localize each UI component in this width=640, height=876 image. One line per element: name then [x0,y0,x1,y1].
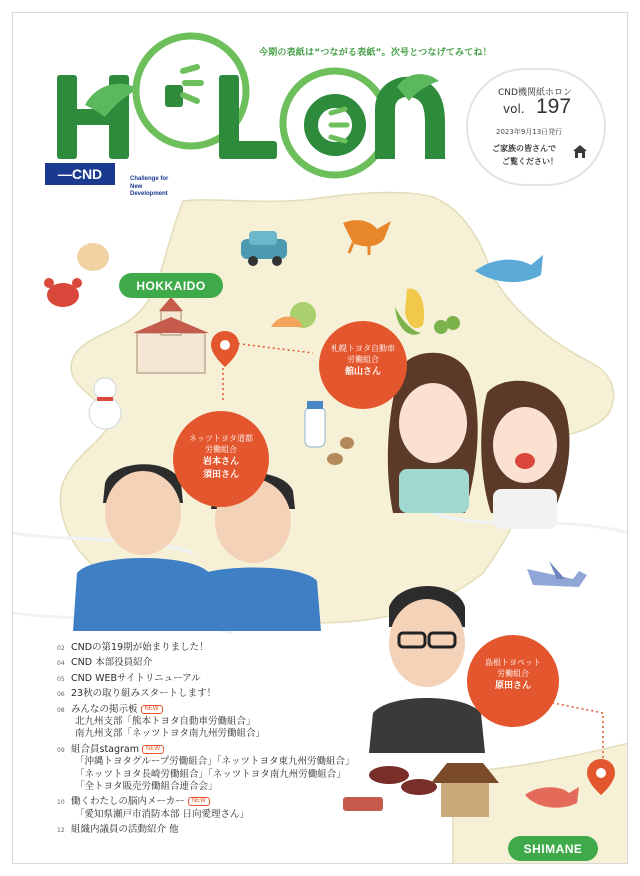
toc-title [71,704,265,716]
magazine-cover [12,12,628,864]
toc-page-number: 04 [57,660,65,668]
person-name: 舘山さん [344,367,381,377]
toc-title-text: 組合員stagram [71,743,140,755]
volume-badge [466,68,606,186]
new-badge: NEW [141,705,163,714]
toc-entry [71,824,179,836]
issue-date: 2023年9月13日発行 [496,128,563,136]
toc-page-number: 05 [57,675,65,683]
speech-bubble-shimane: 島根トヨペット 労働組合 原田さん [467,635,559,727]
toc-page-number: 06 [57,691,65,699]
crab-icon [44,278,82,307]
new-badge: NEW [188,797,210,806]
toc-title [71,824,179,836]
toc-entry [71,688,216,700]
toc-subtitle: 「全トヨタ販売労働組合連合会」 [75,781,218,793]
toc-title-text: 働くわたしの脳内メーカー [71,796,185,808]
toc-entry [71,796,249,821]
milk-bottle-icon [305,401,325,447]
toc-title-text: CND 本部役員紹介 [71,657,153,669]
toc-page-number: 12 [57,827,65,835]
toc-item[interactable] [57,796,417,821]
speech-bubble-netz: ネッツトヨタ道都 労働組合 岩本さん 須田さん [173,411,269,507]
toc-title-text: みんなの掲示板 [71,703,138,715]
toc-title [71,673,201,685]
person-name: 原田さん [494,681,531,691]
toc-title-text: 組織内議員の活動紹介 他 [71,824,179,836]
cover-tagline: 今期の表紙は“つながる表紙”。次号とつなげてみてね！ [259,48,492,58]
shrine-icon [431,763,499,817]
toc-title [71,657,152,669]
toc-subtitle: 「沖縄トヨタグループ労働組合」「ネッツトヨタ東九州労働組合」 [75,756,355,768]
person-name: 須田さん [202,470,239,480]
toc-entry [71,657,152,669]
toc-item[interactable] [57,673,417,685]
cnd-tagline: Challenge for New Development [130,176,169,197]
toc-item[interactable] [57,704,417,741]
family-message-line2: ご覧ください！ [502,157,558,166]
toc-title [71,642,209,654]
svg-text:—CND: —CND [57,166,103,182]
scallop-icon [77,243,109,271]
toc-entry [71,642,209,654]
new-badge: NEW [142,745,164,754]
newsletter-name: CND機関紙ホロン [498,88,572,98]
toc-item[interactable] [57,688,417,700]
toc-page-number: 10 [57,799,65,807]
toc-subtitle: 南九州支部「ネッツトヨタ南九州労働組合」 [75,728,266,740]
toc-title [71,744,355,756]
toc-subtitle: 「愛知県瀬戸市消防本部 日向愛理さん」 [75,808,250,820]
toc-subtitle: 北九州支部「熊本トヨタ自動車労働組合」 [75,716,256,728]
toc-page-number: 02 [57,645,65,652]
toc-subtitle: 「ネッツトヨタ長崎労働組合」「ネッツトヨタ南九州労働組合」 [75,768,346,780]
toc-title [71,796,249,808]
toc-title-text: 23秋の取り組みスタートします！ [71,688,217,700]
house-icon [572,143,588,159]
toc-title-text: CNDの第19期が始まりました！ [71,642,209,653]
volume-label: vol. [503,102,525,116]
speech-bubble-sapporo: 札幌トヨタ自動車 労働組合 舘山さん [319,321,407,409]
airplane-icon [527,561,587,587]
toc-page-number: 08 [57,706,65,714]
toc-item[interactable] [57,642,417,654]
toc-page-number: 09 [57,746,65,754]
table-of-contents [57,642,417,840]
family-message-line1: ご家族の皆さんで [492,144,556,153]
toc-item[interactable] [57,744,417,794]
region-label-shimane: SHIMANE [508,836,598,861]
toc-item[interactable] [57,824,417,836]
toc-entry [71,673,201,685]
region-label-hokkaido: HOKKAIDO [119,273,223,298]
toc-entry [71,704,265,741]
cnd-logo-mark [45,163,115,185]
person-name: 岩本さん [202,457,239,467]
toc-entry [71,744,355,794]
toc-title [71,688,216,700]
volume-number: 197 [536,95,572,118]
toc-title-text: CND WEBサイトリニューアル [71,672,201,684]
toc-item[interactable] [57,657,417,669]
child-illustration [481,381,569,529]
